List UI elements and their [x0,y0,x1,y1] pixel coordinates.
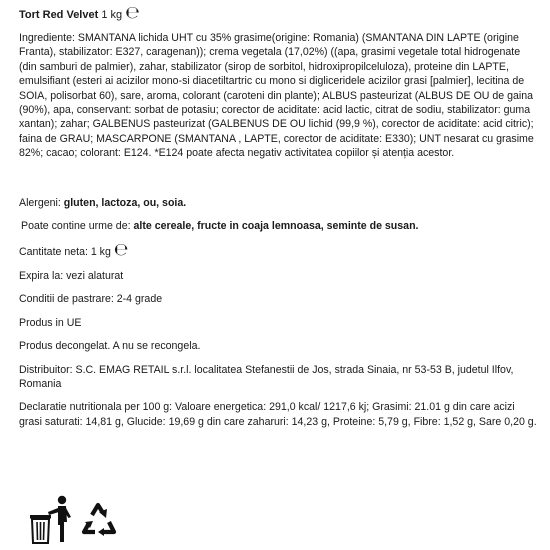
disposal-icons [29,495,125,545]
net-quantity-label: Cantitate neta: 1 kg [19,246,111,259]
expiry-text: Expira la: vezi alaturat [19,269,124,282]
distributor-text: Distribuitor: S.C. EMAG RETAIL s.r.l. localitatea Stefanestii de Jos, strada Sinaia, nr 53-53 B, judetul Ilfov, Romania [19,363,514,390]
nutrition-declaration: Declaratie nutritionala per 100 g: Valoare energetica: 291,0 kcal/ 1217,6 kj; Grasimi: 21.01 g din care acizi grasi saturati: 14,81 g, Glucide: 19,69 g din care zaharuri: 14,23 g, Proteine: 5,79 g, Fibre: 1,52 g, Sare 0,20 g. [19,401,537,428]
recycle-icon [77,501,121,541]
estimated-sign-icon: ℮ [125,3,140,23]
traces-list: alte cereale, fructe in coaja lemnoasa, seminte de susan. [133,220,419,233]
estimated-sign-icon: ℮ [113,240,129,261]
product-title [19,3,540,23]
traces-label: Poate contine urme de: [21,220,131,233]
allergens-list: gluten, lactoza, ou, soia. [63,196,187,209]
thaw-note: Produs decongelat. A nu se recongela. [19,340,201,353]
product-weight: 1 kg [101,9,123,21]
traces [21,219,540,233]
product-name: Tort Red Velvet [19,9,99,21]
origin-text: Produs in UE [19,316,82,329]
allergens [19,196,540,210]
storage-text: Conditii de pastrare: 2-4 grade [19,293,163,306]
tidy-man-bin-icon [29,495,73,545]
allergens-label: Alergeni: [19,196,61,209]
ingredients-text: Ingrediente: SMANTANA lichida UHT cu 35% grasime(origine: Romania) (SMANTANA DIN LAPTE (origine Franta), stabilizator: E327, caragenan)); crema vegetala (17,02%) ((apa, grasimi vegetale total hidrogenate (din samburi de palmier), zahar, stabilizator (sirop de sorbitol, hidroxipropilceluloza), proteine din LAPTE, emulsifiant (esteri ai acizilor mono-si diacetiltartric cu mono si digliceridele acizilor grasi [palmier], lecitina de SOIA, polisorbat 60), sare, aroma, colorant (caroteni din plante); ALBUS pasteurizat (ALBUS DE OU de gaina (90%), apa, conservant: sorbat de potasiu; corector de aciditate: acid lactic, citrat de sodiu, stabilizator: guma xantan); zahar; GALBENUS pasteurizat (GALBENUS DE OU lichid (99,9 %), corector de aciditate: acid citric); faina de GRAU; MASCARPONE (SMANTANA , LAPTE, corector de aciditate: E330); UNT nesarat cu grasime 82%; cacao; colorant: E124. *E124 poate afecta negativ activitatea copiilor și atenția acestor. [19,32,534,160]
net-quantity [19,240,540,261]
